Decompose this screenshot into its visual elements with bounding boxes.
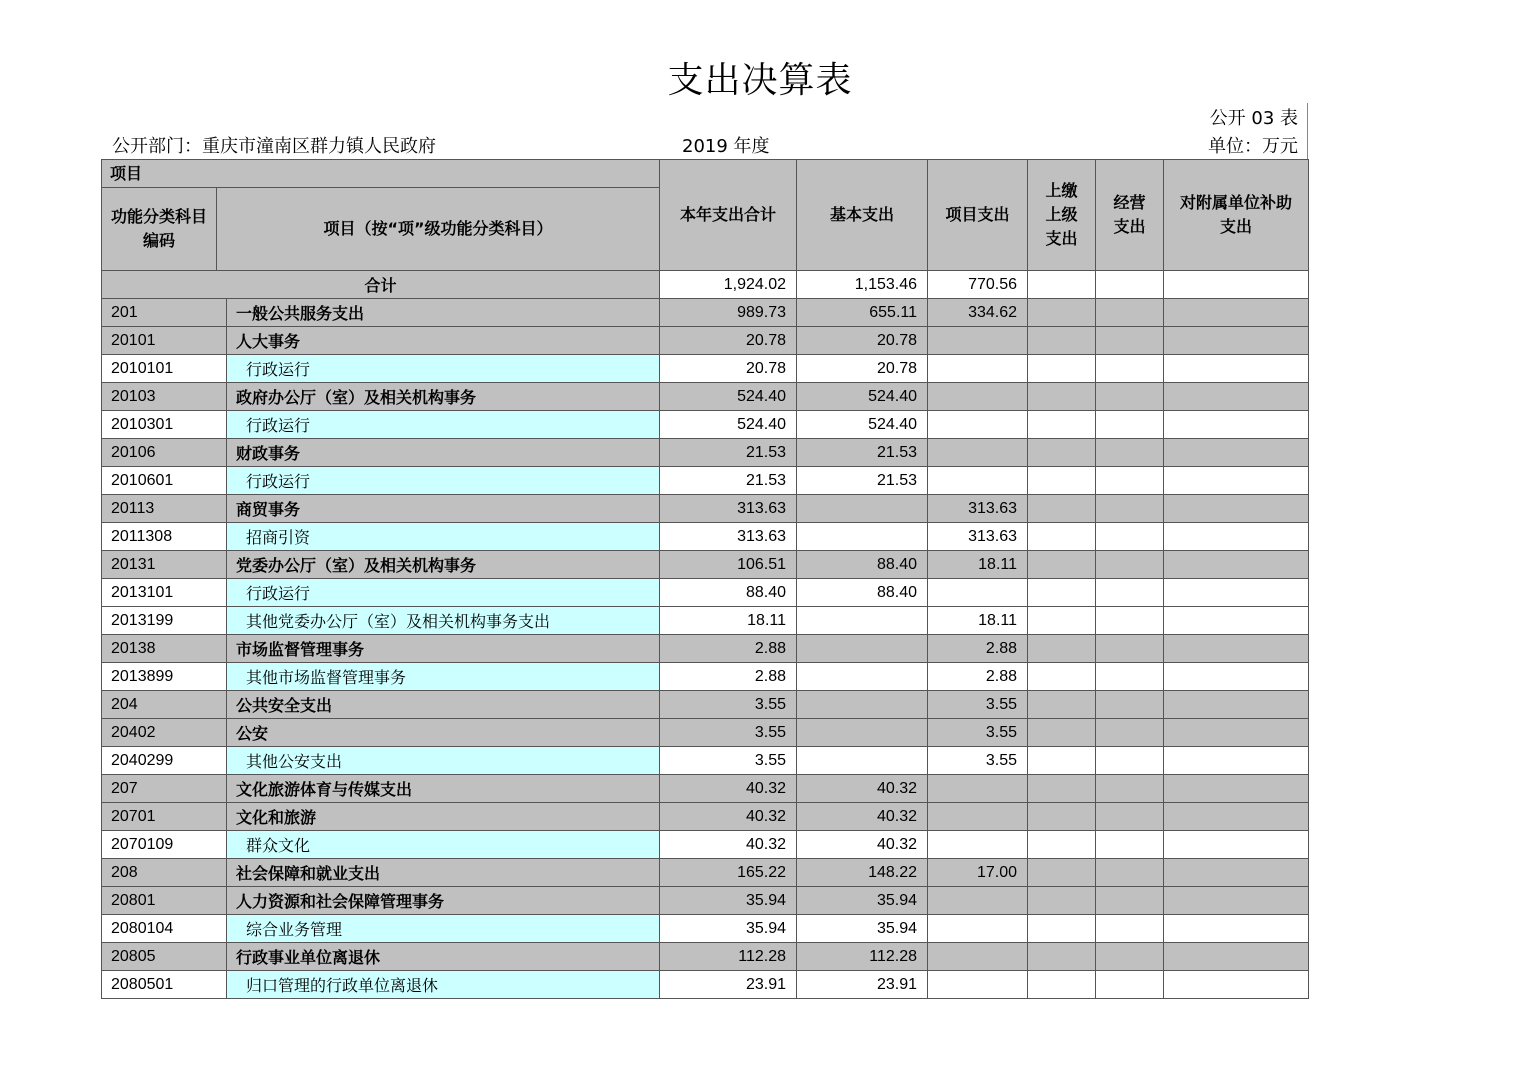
table-row — [102, 495, 1309, 523]
row-name: 党委办公厅（室）及相关机构事务 — [227, 551, 660, 579]
row-subsidy — [1164, 747, 1309, 775]
row-code: 2013101 — [102, 579, 227, 607]
header-total: 本年支出合计 — [660, 160, 797, 271]
row-basic: 88.40 — [797, 579, 928, 607]
row-upper — [1028, 663, 1096, 691]
row-upper — [1028, 719, 1096, 747]
row-total: 40.32 — [660, 803, 797, 831]
table-row — [102, 887, 1309, 915]
row-subsidy — [1164, 635, 1309, 663]
row-total: 112.28 — [660, 943, 797, 971]
row-subsidy — [1164, 327, 1309, 355]
row-total: 106.51 — [660, 551, 797, 579]
row-business — [1096, 943, 1164, 971]
row-business — [1096, 831, 1164, 859]
table-row — [102, 943, 1309, 971]
row-item: 3.55 — [928, 691, 1028, 719]
row-name: 公共安全支出 — [227, 691, 660, 719]
row-subsidy — [1164, 607, 1309, 635]
row-upper — [1028, 299, 1096, 327]
table-row — [102, 859, 1309, 887]
row-name: 文化和旅游 — [227, 803, 660, 831]
row-total: 20.78 — [660, 327, 797, 355]
total-upper — [1028, 271, 1096, 299]
row-name: 其他党委办公厅（室）及相关机构事务支出 — [227, 607, 660, 635]
row-subsidy — [1164, 831, 1309, 859]
row-total: 989.73 — [660, 299, 797, 327]
form-number: 公开 03 表 — [1209, 108, 1298, 129]
table-row — [102, 663, 1309, 691]
row-item: 313.63 — [928, 495, 1028, 523]
header-project: 项目 — [102, 160, 660, 188]
row-upper — [1028, 887, 1096, 915]
row-subsidy — [1164, 299, 1309, 327]
row-basic: 88.40 — [797, 551, 928, 579]
row-upper — [1028, 691, 1096, 719]
row-basic — [797, 607, 928, 635]
row-name: 其他公安支出 — [227, 747, 660, 775]
row-name: 人力资源和社会保障管理事务 — [227, 887, 660, 915]
row-basic: 40.32 — [797, 831, 928, 859]
row-basic — [797, 719, 928, 747]
row-upper — [1028, 971, 1096, 999]
row-code: 2040299 — [102, 747, 227, 775]
row-code: 207 — [102, 775, 227, 803]
table-row — [102, 355, 1309, 383]
row-subsidy — [1164, 887, 1309, 915]
table-row — [102, 299, 1309, 327]
row-item — [928, 803, 1028, 831]
row-subsidy — [1164, 355, 1309, 383]
row-subsidy — [1164, 383, 1309, 411]
row-name: 行政运行 — [227, 411, 660, 439]
total-basic: 1,153.46 — [797, 271, 928, 299]
row-basic — [797, 691, 928, 719]
row-subsidy — [1164, 495, 1309, 523]
row-business — [1096, 467, 1164, 495]
table-row — [102, 523, 1309, 551]
row-total: 165.22 — [660, 859, 797, 887]
row-basic: 40.32 — [797, 803, 928, 831]
row-business — [1096, 691, 1164, 719]
row-upper — [1028, 327, 1096, 355]
row-name: 政府办公厅（室）及相关机构事务 — [227, 383, 660, 411]
row-business — [1096, 355, 1164, 383]
row-business — [1096, 579, 1164, 607]
table-row — [102, 579, 1309, 607]
row-business — [1096, 411, 1164, 439]
row-subsidy — [1164, 915, 1309, 943]
row-upper — [1028, 635, 1096, 663]
row-upper — [1028, 439, 1096, 467]
row-basic: 524.40 — [797, 411, 928, 439]
table-row — [102, 775, 1309, 803]
row-business — [1096, 551, 1164, 579]
row-item: 17.00 — [928, 859, 1028, 887]
row-item: 18.11 — [928, 607, 1028, 635]
row-subsidy — [1164, 719, 1309, 747]
row-code: 20402 — [102, 719, 227, 747]
header-basic: 基本支出 — [797, 160, 928, 271]
table-row — [102, 971, 1309, 999]
table-row — [102, 719, 1309, 747]
row-total: 2.88 — [660, 663, 797, 691]
row-name: 综合业务管理 — [227, 915, 660, 943]
row-code: 20103 — [102, 383, 227, 411]
row-upper — [1028, 467, 1096, 495]
row-code: 20805 — [102, 943, 227, 971]
row-item — [928, 887, 1028, 915]
row-upper — [1028, 495, 1096, 523]
row-subsidy — [1164, 971, 1309, 999]
row-total: 35.94 — [660, 915, 797, 943]
row-code: 204 — [102, 691, 227, 719]
row-business — [1096, 747, 1164, 775]
row-upper — [1028, 355, 1096, 383]
table-row — [102, 411, 1309, 439]
row-code: 20138 — [102, 635, 227, 663]
row-code: 2011308 — [102, 523, 227, 551]
row-name: 文化旅游体育与传媒支出 — [227, 775, 660, 803]
row-basic: 40.32 — [797, 775, 928, 803]
row-upper — [1028, 915, 1096, 943]
row-name: 社会保障和就业支出 — [227, 859, 660, 887]
row-total: 40.32 — [660, 775, 797, 803]
row-subsidy — [1164, 551, 1309, 579]
header-name: 项目（按“项”级功能分类科目） — [217, 188, 660, 271]
row-name: 财政事务 — [227, 439, 660, 467]
row-business — [1096, 523, 1164, 551]
row-code: 208 — [102, 859, 227, 887]
row-name: 一般公共服务支出 — [227, 299, 660, 327]
row-total: 21.53 — [660, 439, 797, 467]
row-code: 2013899 — [102, 663, 227, 691]
table-row — [102, 551, 1309, 579]
table-row — [102, 635, 1309, 663]
row-business — [1096, 887, 1164, 915]
row-basic: 35.94 — [797, 915, 928, 943]
row-business — [1096, 775, 1164, 803]
row-business — [1096, 663, 1164, 691]
row-name: 公安 — [227, 719, 660, 747]
row-code: 2010601 — [102, 467, 227, 495]
table-row — [102, 327, 1309, 355]
row-basic — [797, 523, 928, 551]
row-code: 20106 — [102, 439, 227, 467]
row-item — [928, 439, 1028, 467]
row-code: 20101 — [102, 327, 227, 355]
row-total: 2.88 — [660, 635, 797, 663]
row-name: 行政运行 — [227, 579, 660, 607]
row-item — [928, 327, 1028, 355]
row-business — [1096, 635, 1164, 663]
row-item: 3.55 — [928, 719, 1028, 747]
row-name: 招商引资 — [227, 523, 660, 551]
row-business — [1096, 915, 1164, 943]
row-code: 2010301 — [102, 411, 227, 439]
page-title: 支出决算表 — [667, 60, 853, 101]
department-label: 公开部门：重庆市潼南区群力镇人民政府 — [112, 136, 436, 157]
row-subsidy — [1164, 467, 1309, 495]
table-row — [102, 439, 1309, 467]
row-code: 2080501 — [102, 971, 227, 999]
row-item — [928, 355, 1028, 383]
row-item — [928, 579, 1028, 607]
table-row — [102, 915, 1309, 943]
row-basic: 20.78 — [797, 327, 928, 355]
row-subsidy — [1164, 523, 1309, 551]
row-name: 商贸事务 — [227, 495, 660, 523]
row-name: 其他市场监督管理事务 — [227, 663, 660, 691]
total-subsidy — [1164, 271, 1309, 299]
row-basic: 35.94 — [797, 887, 928, 915]
total-label: 合计 — [102, 271, 660, 299]
row-upper — [1028, 747, 1096, 775]
fiscal-year: 2019 年度 — [682, 136, 770, 157]
row-total: 313.63 — [660, 523, 797, 551]
row-upper — [1028, 523, 1096, 551]
header-business: 经营支出 — [1096, 160, 1164, 271]
header-divider — [1307, 103, 1308, 159]
row-business — [1096, 719, 1164, 747]
row-business — [1096, 299, 1164, 327]
unit-label: 单位：万元 — [1208, 136, 1298, 157]
row-total: 23.91 — [660, 971, 797, 999]
total-item: 770.56 — [928, 271, 1028, 299]
total-business — [1096, 271, 1164, 299]
row-name: 人大事务 — [227, 327, 660, 355]
row-business — [1096, 859, 1164, 887]
row-basic: 112.28 — [797, 943, 928, 971]
row-total: 21.53 — [660, 467, 797, 495]
row-business — [1096, 971, 1164, 999]
row-basic: 21.53 — [797, 467, 928, 495]
row-total: 18.11 — [660, 607, 797, 635]
row-total: 88.40 — [660, 579, 797, 607]
row-total: 20.78 — [660, 355, 797, 383]
row-total: 40.32 — [660, 831, 797, 859]
table-row — [102, 747, 1309, 775]
row-code: 2013199 — [102, 607, 227, 635]
row-name: 行政运行 — [227, 467, 660, 495]
row-upper — [1028, 775, 1096, 803]
header-subsidy: 对附属单位补助支出 — [1164, 160, 1309, 271]
row-code: 2070109 — [102, 831, 227, 859]
row-subsidy — [1164, 803, 1309, 831]
header-item: 项目支出 — [928, 160, 1028, 271]
row-upper — [1028, 831, 1096, 859]
row-total: 35.94 — [660, 887, 797, 915]
row-item: 2.88 — [928, 635, 1028, 663]
row-code: 20113 — [102, 495, 227, 523]
row-subsidy — [1164, 691, 1309, 719]
total-sum: 1,924.02 — [660, 271, 797, 299]
header-code: 功能分类科目编码 — [102, 188, 217, 271]
row-code: 20701 — [102, 803, 227, 831]
row-total: 524.40 — [660, 383, 797, 411]
row-item — [928, 943, 1028, 971]
row-item — [928, 971, 1028, 999]
row-upper — [1028, 859, 1096, 887]
total-row — [102, 271, 1309, 299]
row-item: 334.62 — [928, 299, 1028, 327]
row-code: 2010101 — [102, 355, 227, 383]
row-subsidy — [1164, 775, 1309, 803]
row-code: 20801 — [102, 887, 227, 915]
row-item — [928, 775, 1028, 803]
row-basic: 23.91 — [797, 971, 928, 999]
row-upper — [1028, 607, 1096, 635]
row-total: 3.55 — [660, 691, 797, 719]
row-name: 归口管理的行政单位离退休 — [227, 971, 660, 999]
row-upper — [1028, 943, 1096, 971]
row-upper — [1028, 551, 1096, 579]
row-upper — [1028, 579, 1096, 607]
row-code: 2080104 — [102, 915, 227, 943]
row-upper — [1028, 803, 1096, 831]
table-row — [102, 607, 1309, 635]
row-business — [1096, 439, 1164, 467]
row-name: 群众文化 — [227, 831, 660, 859]
row-item: 18.11 — [928, 551, 1028, 579]
row-name: 市场监督管理事务 — [227, 635, 660, 663]
row-subsidy — [1164, 859, 1309, 887]
row-business — [1096, 607, 1164, 635]
row-basic — [797, 635, 928, 663]
row-business — [1096, 495, 1164, 523]
row-code: 20131 — [102, 551, 227, 579]
row-basic: 148.22 — [797, 859, 928, 887]
row-business — [1096, 383, 1164, 411]
row-item — [928, 383, 1028, 411]
row-item — [928, 831, 1028, 859]
row-subsidy — [1164, 663, 1309, 691]
row-basic — [797, 747, 928, 775]
row-item — [928, 915, 1028, 943]
row-basic: 524.40 — [797, 383, 928, 411]
table-row — [102, 691, 1309, 719]
row-item: 2.88 — [928, 663, 1028, 691]
row-item: 3.55 — [928, 747, 1028, 775]
row-item — [928, 411, 1028, 439]
row-basic: 655.11 — [797, 299, 928, 327]
header-upper: 上缴上级支出 — [1028, 160, 1096, 271]
row-subsidy — [1164, 579, 1309, 607]
row-item: 313.63 — [928, 523, 1028, 551]
row-name: 行政事业单位离退休 — [227, 943, 660, 971]
table-row — [102, 803, 1309, 831]
row-basic: 21.53 — [797, 439, 928, 467]
row-upper — [1028, 411, 1096, 439]
row-basic: 20.78 — [797, 355, 928, 383]
row-total: 313.63 — [660, 495, 797, 523]
row-basic — [797, 663, 928, 691]
row-basic — [797, 495, 928, 523]
row-subsidy — [1164, 943, 1309, 971]
expenditure-table — [101, 159, 1309, 999]
table-row — [102, 467, 1309, 495]
row-total: 3.55 — [660, 747, 797, 775]
table-row — [102, 831, 1309, 859]
row-code: 201 — [102, 299, 227, 327]
table-row — [102, 383, 1309, 411]
row-total: 3.55 — [660, 719, 797, 747]
row-name: 行政运行 — [227, 355, 660, 383]
row-business — [1096, 327, 1164, 355]
row-business — [1096, 803, 1164, 831]
row-upper — [1028, 383, 1096, 411]
row-subsidy — [1164, 411, 1309, 439]
row-item — [928, 467, 1028, 495]
row-total: 524.40 — [660, 411, 797, 439]
row-subsidy — [1164, 439, 1309, 467]
